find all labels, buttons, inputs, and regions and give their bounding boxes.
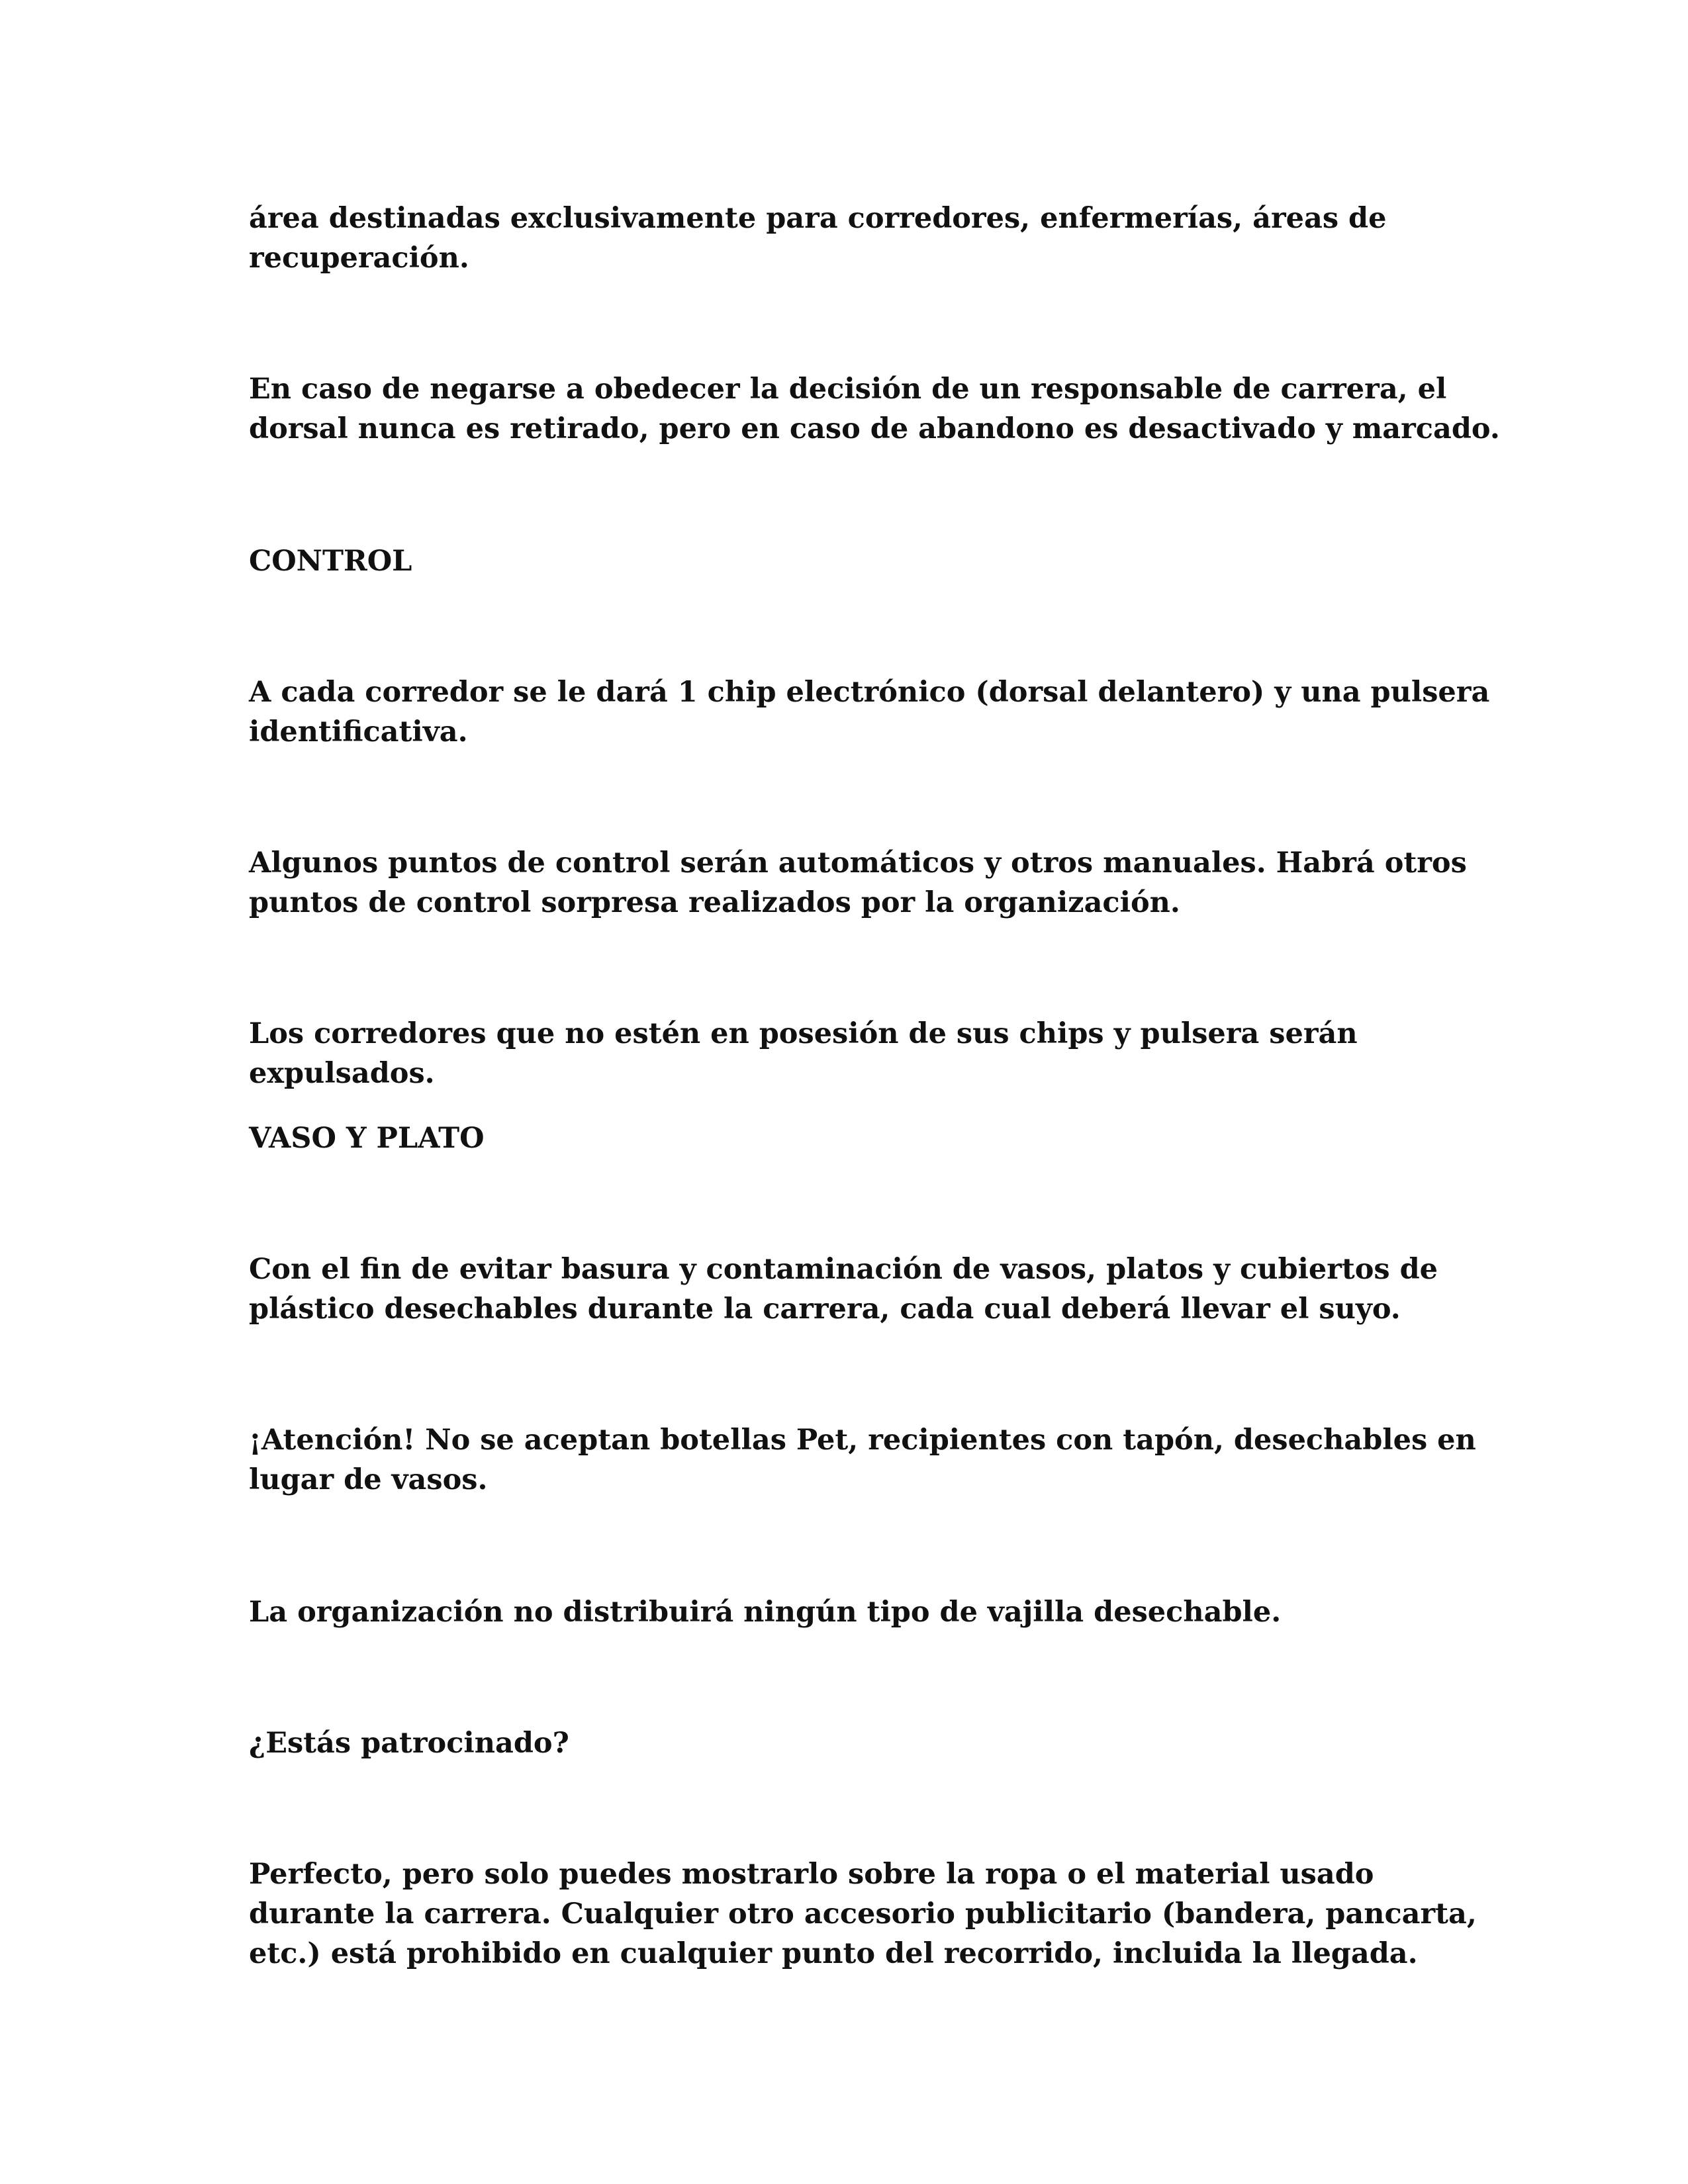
- paragraph-restricted-areas: [249, 199, 1460, 278]
- text-line: Con el fin de evitar basura y contaminación de vasos, platos y cubiertos de: [249, 1253, 1438, 1286]
- paragraph-chip: [249, 672, 1490, 752]
- text-line: expulsados.: [249, 1057, 435, 1090]
- text-line: área destinadas exclusivamente para corredores, enfermerías, áreas de: [249, 202, 1387, 235]
- text-line: lugar de vasos.: [249, 1463, 488, 1496]
- text-line: En caso de negarse a obedecer la decisión de un responsable de carrera, el: [249, 373, 1447, 406]
- paragraph-checkpoints: [249, 843, 1467, 923]
- heading-control: [249, 541, 1460, 581]
- text-line: durante la carrera. Cualquier otro accesorio publicitario (bandera, pancarta,: [249, 1897, 1477, 1931]
- heading-sponsored: [249, 1723, 1460, 1763]
- text-line: Perfecto, pero solo puedes mostrarlo sobre la ropa o el material usado: [249, 1858, 1374, 1891]
- text-line: La organización no distribuirá ningún tipo de vajilla desechable.: [249, 1596, 1282, 1629]
- paragraph-no-disposables: [249, 1592, 1460, 1632]
- text-line: etc.) está prohibido en cualquier punto del recorrido, incluida la llegada.: [249, 1937, 1418, 1970]
- section-heading: ¿Estás patrocinado?: [249, 1727, 569, 1760]
- paragraph-bib-rules: [249, 369, 1500, 449]
- section-heading: CONTROL: [249, 545, 412, 578]
- paragraph-attention: [249, 1420, 1476, 1500]
- paragraph-expulsion: [249, 1014, 1460, 1093]
- heading-vaso-y-plato: [249, 1118, 1460, 1158]
- text-line: dorsal nunca es retirado, pero en caso de abandono es desactivado y marcado.: [249, 412, 1500, 445]
- paragraph-own-dishes: [249, 1250, 1460, 1329]
- text-line: plástico desechables durante la carrera, cada cual deberá llevar el suyo.: [249, 1293, 1401, 1326]
- text-line: identificativa.: [249, 715, 468, 749]
- text-line: puntos de control sorpresa realizados por la organización.: [249, 886, 1180, 919]
- text-line: recuperación.: [249, 242, 469, 275]
- text-line: Los corredores que no estén en posesión de sus chips y pulsera serán: [249, 1017, 1358, 1050]
- text-line: ¡Atención! No se aceptan botellas Pet, recipientes con tapón, desechables en: [249, 1424, 1476, 1457]
- text-line: A cada corredor se le dará 1 chip electrónico (dorsal delantero) y una pulsera: [249, 676, 1490, 709]
- section-heading: VASO Y PLATO: [249, 1122, 485, 1155]
- text-line: Algunos puntos de control serán automáticos y otros manuales. Habrá otros: [249, 846, 1467, 880]
- paragraph-sponsorship-rules: [249, 1854, 1477, 1974]
